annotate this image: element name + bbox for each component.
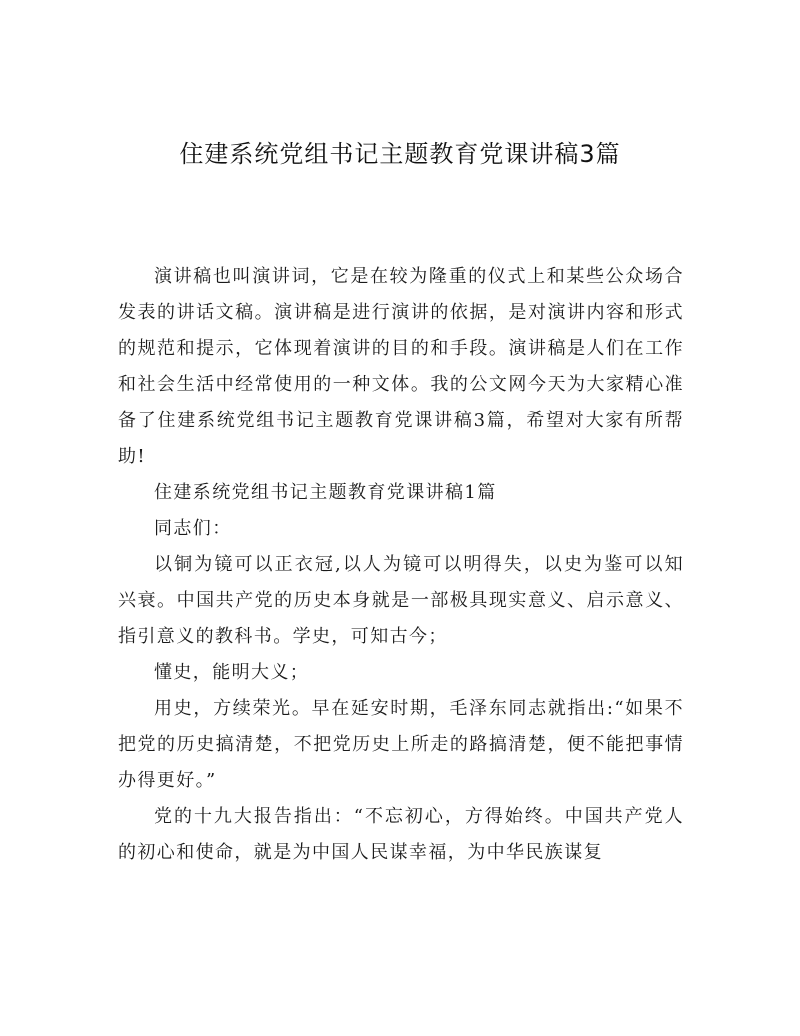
- section-heading: 住建系统党组书记主题教育党课讲稿1篇: [154, 482, 497, 503]
- body-paragraph: 以铜为镜可以正衣冠,以人为镜可以明得失，以史为鉴可以知兴衰。中国共产党的历史本身就是一部极具现实意义、启示意义、指引意义的教科书。学史，可知古今；: [118, 554, 684, 647]
- salutation: 同志们：: [154, 518, 232, 539]
- document-body: [118, 259, 684, 871]
- document-title: 住建系统党组书记主题教育党课讲稿3篇: [179, 140, 621, 168]
- body-paragraph: 党的十九大报告指出：“不忘初心，方得始终。中国共产党人的初心和使命，就是为中国人民谋幸福，为中华民族谋复: [118, 806, 684, 863]
- body-paragraph: 懂史，能明大义；: [154, 662, 310, 683]
- body-paragraph: 用史，方续荣光。早在延安时期，毛泽东同志就指出:“如果不把党的历史搞清楚，不把党历史上所走的路搞清楚，便不能把事情办得更好。”: [118, 698, 684, 791]
- intro-paragraph: 演讲稿也叫演讲词，它是在较为隆重的仪式上和某些公众场合发表的讲话文稿。演讲稿是进行演讲的依据，是对演讲内容和形式的规范和提示，它体现着演讲的目的和手段。演讲稿是人们在工作和社会生活中经常使用的一种文体。我的公文网今天为大家精心准备了住建系统党组书记主题教育党课讲稿3篇，希望对大家有所帮助!: [118, 266, 684, 467]
